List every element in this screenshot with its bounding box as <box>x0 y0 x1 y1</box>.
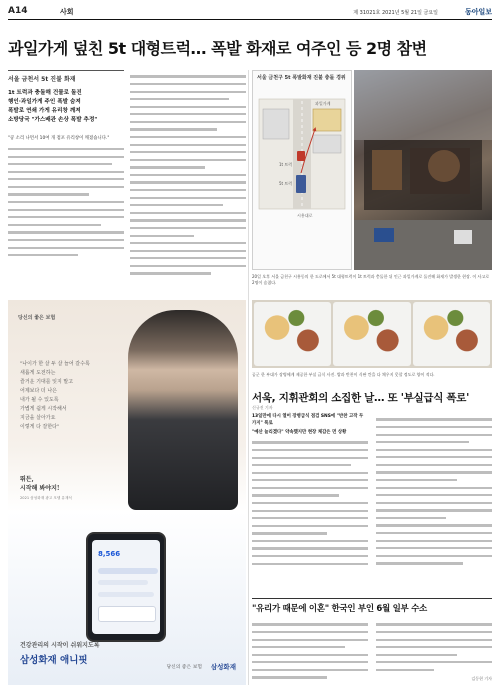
masthead-logo: 동아일보 <box>464 7 492 16</box>
lead-subheads: 1t 트럭과 충돌해 건물로 돌진 행인·과일가게 주인 폭발 숨져 폭발로 연쇄 가게 유리창 깨져 소방당국 "가스배관 손상 폭발 추정" <box>8 90 98 123</box>
column-divider <box>248 70 249 685</box>
story3 <box>252 598 492 690</box>
story2-headline: 서욱, 지휘관회의 소집한 날… 또 '부실급식 폭로' <box>252 392 470 404</box>
ad-product-name: 삼성화재 애니핏 <box>20 655 88 666</box>
story3-headline: "유리가 때문에 이혼" 한국인 부인 6월 일부 수소 <box>252 604 427 614</box>
ad-step-count: 8,566 <box>98 550 121 558</box>
ad-phone-screen <box>92 540 160 634</box>
ad-model-photo <box>128 310 238 510</box>
accident-photo-caption: 20일 오후 서울 금천구 시흥동의 한 도로에서 5t 대형트럭이 1t 트럭과 충돌한 뒤 인근 과일가게로 돌진해 화재가 발생한 현장. 이 사고로 2명이 숨졌다. <box>252 274 490 285</box>
lead-column-2 <box>130 70 246 280</box>
lead-kicker: 서울 금천서 5t 진불 화재 <box>8 70 124 83</box>
lead-column-1 <box>8 70 124 262</box>
ad-quote-emphasis: 뛰든, 시작해 봐야지! <box>20 476 60 492</box>
ad-tagline-small: 건강관리의 시작이 쉬워지도록 <box>20 642 100 649</box>
story2-second: "예산 늘리겠다" 약속했지만 현장 체감은 먼 상황 <box>252 430 347 435</box>
meal-tray-1 <box>254 302 331 366</box>
label-road: 시흥대로 <box>297 213 313 218</box>
ad-quote-text: "나이가 한 살 두 살 늘어 갈수록 새롭게 도전하는 즐거운 기대를 잊지 말고 어제보다 더 나은 내가 될 수 있도록 가볍게 쉽게 시작해서 지금을 살아가요 이렇게 다 잘한다" <box>20 361 90 430</box>
accident-scene-photo <box>354 70 492 270</box>
accident-photo-svg <box>354 70 492 270</box>
label-fruit-shop: 과일가게 <box>315 101 331 106</box>
story2-body <box>252 413 492 593</box>
meal-tray-3 <box>413 302 490 366</box>
accident-diagram <box>252 70 352 270</box>
lead-body-lead: "쿵 소리 나면서 10여 개 점포 유리창이 깨졌습니다." <box>8 136 110 141</box>
section-label: 사회 <box>60 8 74 16</box>
label-1t-truck: 1t 트럭 <box>279 162 293 167</box>
samsung-fire-logo: 삼성화재 <box>210 663 236 671</box>
page-number: A14 <box>8 6 28 16</box>
page-header <box>8 6 492 20</box>
ad-phone-mockup <box>86 532 166 642</box>
story3-byline: 김동현 기자 <box>471 676 492 682</box>
lead-headline: 과일가게 덮친 5t 대형트럭… 폭발 화재로 여주인 등 2명 참변 <box>8 39 427 58</box>
samsung-fire-advertisement <box>8 300 246 685</box>
meal-tray-2 <box>333 302 410 366</box>
ad-fineprint: 2021 삼성화재 광고 모델 유재석 <box>20 496 72 500</box>
story3-body <box>252 618 492 690</box>
lead-body-text <box>8 148 124 256</box>
label-5t-truck: 5t 트럭 <box>279 181 293 186</box>
ad-brand-tagline: 당신의 좋은 보험 <box>18 315 56 321</box>
publication-info: 제 31021호 2021년 5월 21일 금요일 <box>353 10 438 16</box>
meal-photo-caption: 공군 한 부대가 장병에게 제공한 부실 급식 사진. 밥과 반찬이 식판 칸을 다 채우지 못할 정도로 양이 적다. <box>252 372 435 377</box>
story2-byline: 신규진 기자 <box>252 405 273 410</box>
accident-diagram-title: 서울 금천구 5t 폭발화재 진불 충돌 경위 <box>257 75 346 81</box>
military-meal-photo <box>252 300 492 368</box>
ad-logo-subtitle: 당신의 좋은 보험 <box>166 665 202 670</box>
story2-lead: 13일만에 다시 열어 장병급식 점검 SNS에 "반찬 고작 두 가지" 폭로 <box>252 414 364 426</box>
